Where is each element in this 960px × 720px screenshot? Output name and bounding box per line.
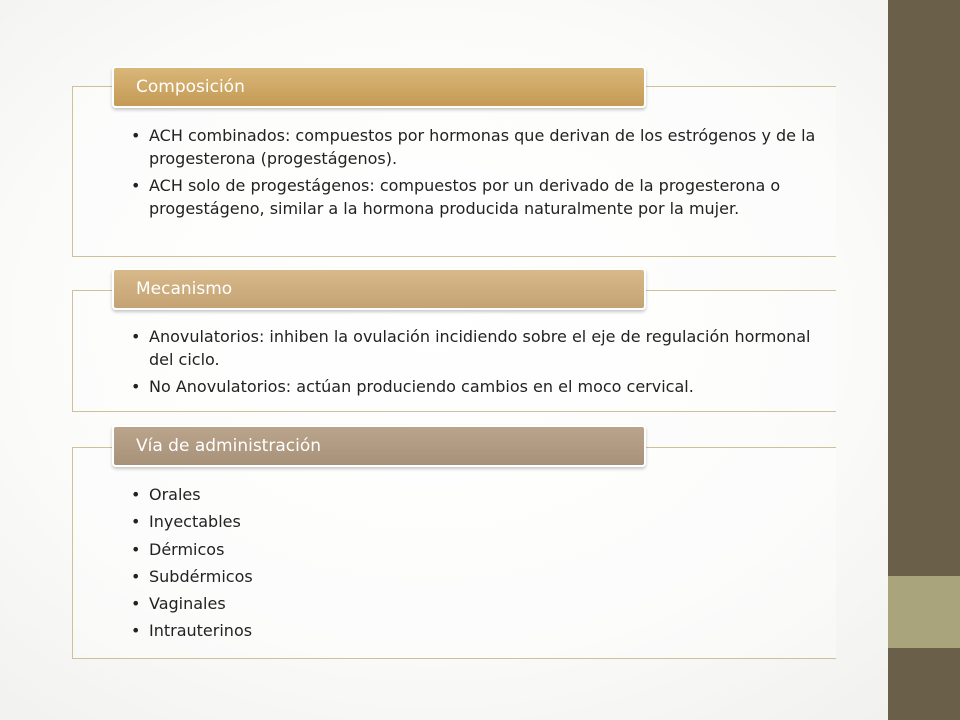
via-administracion-panel — [72, 447, 836, 659]
list-item: • Inyectables — [73, 510, 836, 533]
composicion-header: Composición — [112, 66, 646, 108]
list-item: • ACH solo de progestágenos: compuestos por un derivado de la progesterona o progestágeno, similar a la hormona producida naturalmente por la mujer. — [73, 174, 836, 220]
via-administracion-header: Vía de administración — [112, 425, 646, 467]
list-item: • No Anovulatorios: actúan produciendo cambios en el moco cervical. — [73, 375, 836, 398]
list-item: • Subdérmicos — [73, 565, 836, 588]
mecanismo-list — [73, 325, 836, 398]
mecanismo-header: Mecanismo — [112, 268, 646, 310]
via-administracion-list — [73, 483, 836, 642]
list-item: • Vaginales — [73, 592, 836, 615]
composicion-list — [73, 124, 836, 220]
list-item: • Anovulatorios: inhiben la ovulación incidiendo sobre el eje de regulación hormonal del ciclo. — [73, 325, 836, 371]
list-item: • Intrauterinos — [73, 619, 836, 642]
composicion-panel — [72, 86, 836, 257]
list-item: • Dérmicos — [73, 538, 836, 561]
decorative-side-band — [888, 576, 960, 648]
list-item: • ACH combinados: compuestos por hormonas que derivan de los estrógenos y de la progesterona (progestágenos). — [73, 124, 836, 170]
list-item: • Orales — [73, 483, 836, 506]
decorative-side-bar — [888, 0, 960, 720]
